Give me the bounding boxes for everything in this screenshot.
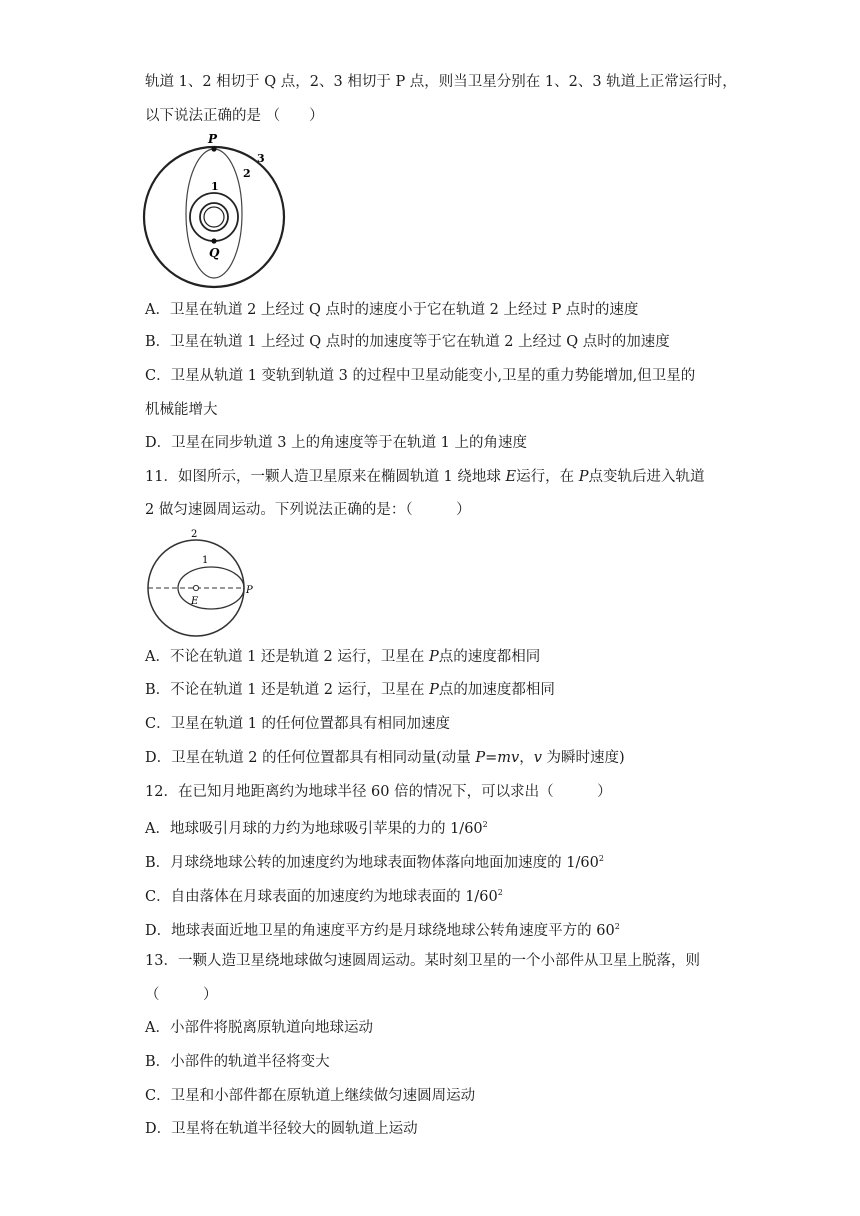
q12-option-c: C．自由落体在月球表面的加速度约为地球表面的 $1/60^2$: [145, 888, 503, 905]
orbit-3: [144, 147, 284, 287]
q12-stem: 12．在已知月地距离约为地球半径 60 倍的情况下，可以求出（ ）: [145, 784, 612, 800]
label-orbit-3: 3: [257, 152, 265, 165]
label-p: P: [208, 132, 218, 146]
q11-option-d: D．卫星在轨道 2 的任何位置都具有相同动量(动量 P=mv，v 为瞬时速度): [145, 750, 625, 766]
q13-option-a: A．小部件将脱离原轨道向地球运动: [145, 1020, 373, 1036]
q13-option-c: C．卫星和小部件都在原轨道上继续做匀速圆周运动: [145, 1088, 476, 1104]
label-orbit-1: 1: [202, 555, 209, 566]
q10-option-c-line2: 机械能增大: [145, 402, 218, 418]
q13-stem-line2: （ ）: [145, 987, 218, 1003]
q11-option-b: B．不论在轨道 1 还是轨道 2 运行，卫星在 P点的加速度都相同: [145, 682, 555, 698]
label-orbit-2: 2: [191, 529, 198, 540]
orbit-1: [178, 567, 244, 609]
q10-stem-line2: 以下说法正确的是 （ ）: [145, 108, 324, 124]
point-q: [211, 238, 216, 243]
q11-stem-line1: 11．如图所示，一颗人造卫星原来在椭圆轨道 1 绕地球 E运行，在 P点变轨后进入轨道: [145, 469, 705, 485]
q12-option-d: D．地球表面近地卫星的角速度平方约是月球绕地球公转角速度平方的 $60^2$: [145, 922, 620, 939]
q10-option-c-line1: C．卫星从轨道 1 变轨到轨道 3 的过程中卫星动能变小,卫星的重力势能增加,但卫星的: [145, 368, 696, 384]
label-orbit-2: 2: [243, 167, 251, 180]
point-p: [211, 146, 216, 151]
earth-inner: [204, 207, 224, 227]
q10-option-b: B．卫星在轨道 1 上经过 Q 点时的加速度等于它在轨道 2 上经过 Q 点时的加速度: [145, 334, 670, 350]
q10-stem-line1: 轨道 1、2 相切于 Q 点，2、3 相切于 P 点，则当卫星分别在 1、2、3 轨道上正常运行时，: [145, 74, 737, 90]
q10-option-d: D．卫星在同步轨道 3 上的角速度等于在轨道 1 上的角速度: [145, 435, 528, 451]
q12-option-b: B．月球绕地球公转的加速度约为地球表面物体落向地面加速度的 $1/60^2$: [145, 854, 604, 871]
q13-option-d: D．卫星将在轨道半径较大的圆轨道上运动: [145, 1121, 418, 1137]
q11-stem-line2: 2 做匀速圆周运动。下列说法正确的是：（ ）: [145, 502, 471, 518]
orbit-figure-2: [140, 526, 265, 640]
label-e: E: [191, 596, 199, 607]
orbit-1: [190, 193, 238, 241]
q13-option-b: B．小部件的轨道半径将变大: [145, 1054, 330, 1070]
q10-option-a: A．卫星在轨道 2 上经过 Q 点时的速度小于它在轨道 2 上经过 P 点时的速度: [145, 302, 639, 318]
q11-option-c: C．卫星在轨道 1 的任何位置都具有相同加速度: [145, 716, 451, 732]
label-q: Q: [209, 246, 220, 260]
label-orbit-1: 1: [211, 180, 219, 193]
orbit-figure-1: [140, 128, 290, 290]
q11-option-a: A．不论在轨道 1 还是轨道 2 运行，卫星在 P点的速度都相同: [145, 649, 541, 665]
earth-e: [193, 585, 198, 590]
label-p: P: [246, 585, 253, 596]
q13-stem-line1: 13．一颗人造卫星绕地球做匀速圆周运动。某时刻卫星的一个小部件从卫星上脱落，则: [145, 953, 700, 969]
q12-option-a: A．地球吸引月球的力约为地球吸引苹果的力的 $1/60^2$: [145, 820, 488, 837]
